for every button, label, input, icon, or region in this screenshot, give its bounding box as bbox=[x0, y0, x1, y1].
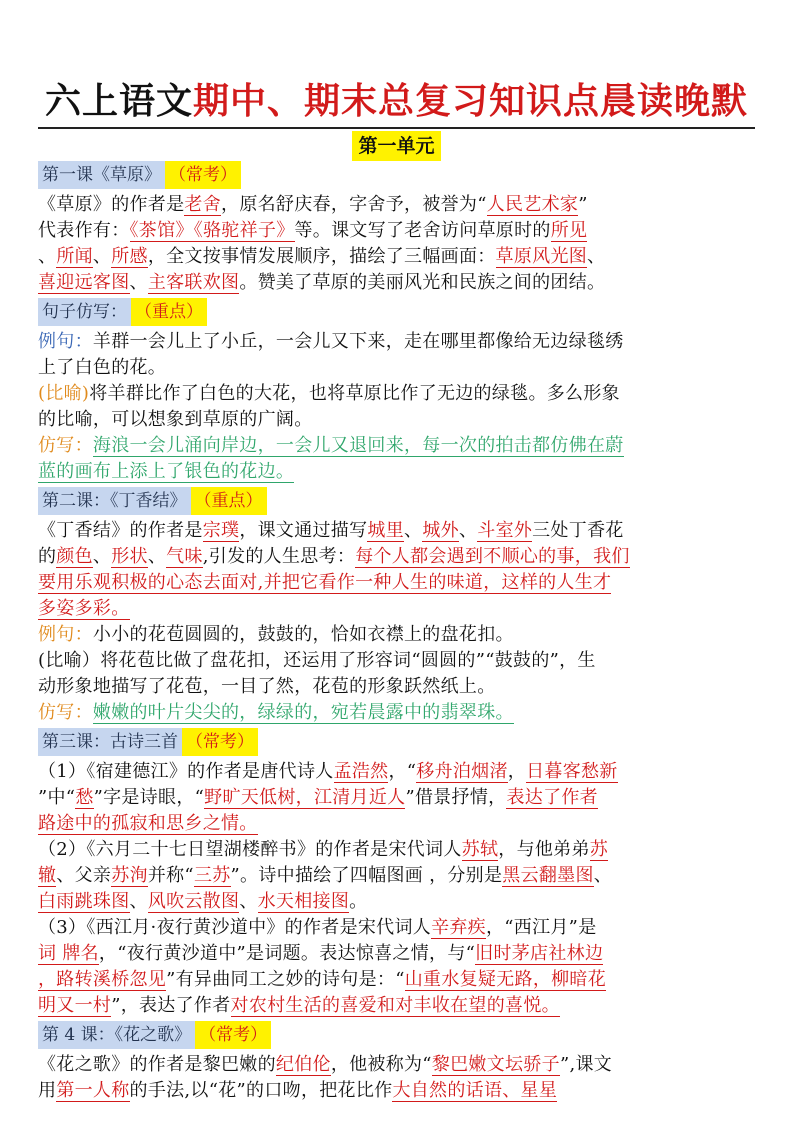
text: （1）《宿建德江》的作者是唐代诗人 bbox=[38, 761, 334, 782]
lesson-2-line-2 bbox=[38, 544, 755, 570]
text: 、父亲 bbox=[56, 865, 112, 886]
lesson-4-tag: （常考） bbox=[195, 1021, 271, 1049]
text: 用 bbox=[38, 1080, 57, 1101]
sentence-imitation-tag: （重点） bbox=[131, 298, 207, 326]
text: 代表作有： bbox=[38, 220, 130, 241]
text: ，“夜行黄沙道中”是词题。表达惊喜之情，与“ bbox=[98, 943, 476, 964]
lesson-3-title: 第三课：古诗三首 bbox=[38, 728, 182, 756]
key-term: 苏轼 bbox=[461, 839, 499, 860]
key-term: 城里 bbox=[367, 520, 405, 541]
key-term: 辙 bbox=[38, 865, 57, 886]
key-term: 人民艺术家 bbox=[486, 194, 579, 215]
key-term: 气味 bbox=[166, 546, 203, 567]
key-term: 水天相接图 bbox=[257, 891, 350, 912]
text: 、 bbox=[239, 891, 258, 912]
title-red-part: 期中、期末总复习知识点晨读晚默 bbox=[193, 80, 749, 122]
key-term: 移舟泊烟渚 bbox=[416, 761, 508, 782]
key-term: 白雨跳珠图 bbox=[38, 891, 130, 912]
text: （3）《西江月·夜行黄沙道中》的作者是宋代词人 bbox=[38, 917, 432, 938]
lesson-2-line-3 bbox=[38, 570, 755, 596]
lesson-3-line-8 bbox=[38, 941, 755, 967]
key-term: 明又一村 bbox=[38, 995, 112, 1016]
lesson-3-tag: （常考） bbox=[182, 728, 258, 756]
text: 、 bbox=[92, 246, 112, 267]
key-term: 第一人称 bbox=[56, 1080, 130, 1101]
lesson-2-title: 第二课：《丁香结》 bbox=[38, 487, 191, 515]
text: 。 bbox=[349, 891, 368, 912]
key-term: 斗室外 bbox=[477, 520, 533, 541]
key-term: 要用乐观积极的心态去面对,并把它看作一种人生的味道，这样的人生才 bbox=[38, 572, 612, 593]
text: (比喻）将花苞比做了盘花扣，还运用了形容词“圆圆的”“鼓鼓的”，生 bbox=[38, 650, 596, 671]
lesson-2-tag: （重点） bbox=[191, 487, 267, 515]
sentence-imitation-header bbox=[38, 297, 755, 327]
key-term: 路途中的孤寂和思乡之情。 bbox=[38, 813, 258, 834]
text: ，“西江月”是 bbox=[485, 917, 597, 938]
lesson-1-tag: （常考） bbox=[165, 161, 241, 189]
lesson-2-line-4 bbox=[38, 596, 755, 622]
imitation-line-2 bbox=[38, 459, 755, 485]
lesson-3-line-4 bbox=[38, 837, 755, 863]
key-term: 孟浩然 bbox=[333, 761, 389, 782]
example-sentence-line-1 bbox=[38, 329, 755, 355]
text: 上了白色的花。 bbox=[38, 357, 167, 378]
key-term: 苏 bbox=[589, 839, 609, 860]
key-term: 愁 bbox=[75, 787, 94, 808]
text: 、 bbox=[593, 865, 613, 886]
unit-label: 第一单元 bbox=[352, 131, 440, 161]
key-term: 宗璞 bbox=[202, 520, 240, 541]
lesson-2-simile-line-2 bbox=[38, 674, 755, 700]
text: ，“ bbox=[388, 761, 417, 782]
key-term: 老舍 bbox=[184, 194, 222, 215]
key-term: 《茶馆》《骆驼祥子》 bbox=[129, 220, 295, 241]
key-term: 所感 bbox=[111, 246, 148, 267]
key-term: 草原风光图 bbox=[495, 246, 588, 267]
key-term: 所见 bbox=[550, 220, 588, 241]
lesson-3-line-3 bbox=[38, 811, 755, 837]
lesson-1-title: 第一课《草原》 bbox=[38, 161, 165, 189]
key-term: 旧时茅店社林边 bbox=[475, 943, 604, 964]
title-divider bbox=[38, 127, 755, 129]
key-term: 三苏 bbox=[193, 865, 231, 886]
text: （2）《六月二十七日望湖楼醉书》的作者是宋代词人 bbox=[38, 839, 462, 860]
page-title bbox=[38, 76, 755, 126]
key-term: 大自然的话语、星星 bbox=[392, 1080, 558, 1101]
simile-line-2 bbox=[38, 407, 755, 433]
example-label: 例句： bbox=[38, 624, 93, 645]
text: ”有异曲同工之妙的诗句是：“ bbox=[166, 969, 405, 990]
text: 的手法,以“花”的口吻，把花比作 bbox=[129, 1080, 393, 1101]
key-term: 喜迎远客图 bbox=[38, 272, 130, 293]
example-sentence-line-2 bbox=[38, 355, 755, 381]
lesson-1-line-1 bbox=[38, 192, 755, 218]
key-term: 风吹云散图 bbox=[147, 891, 240, 912]
text: ”,课文 bbox=[559, 1054, 613, 1075]
lesson-2-example bbox=[38, 622, 755, 648]
text: 、 bbox=[129, 272, 148, 293]
unit-heading bbox=[0, 131, 793, 161]
key-term: 主客联欢图 bbox=[147, 272, 240, 293]
lesson-2-simile-line-1 bbox=[38, 648, 755, 674]
imitation-line-1 bbox=[38, 433, 755, 459]
text: ， bbox=[507, 761, 527, 782]
key-term: 多姿多彩。 bbox=[38, 598, 130, 619]
simile-line-1 bbox=[38, 381, 755, 407]
sentence-imitation-title: 句子仿写： bbox=[38, 298, 131, 326]
text: 三处丁香花 bbox=[532, 520, 624, 541]
lesson-3-header bbox=[38, 727, 755, 757]
lesson-3-line-2 bbox=[38, 785, 755, 811]
text: 动形象地描写了花苞，一目了然，花苞的形象跃然纸上。 bbox=[38, 676, 496, 697]
lesson-1-header bbox=[38, 160, 755, 190]
text: ，全文按事情发展顺序，描绘了三幅画面： bbox=[147, 246, 496, 267]
key-term: 形状 bbox=[111, 546, 148, 567]
title-black-part: 六上语文 bbox=[44, 80, 193, 122]
text: ，课文通过描写 bbox=[239, 520, 368, 541]
text: 、 bbox=[458, 520, 478, 541]
key-term: 纪伯伦 bbox=[275, 1054, 331, 1075]
text: 等。课文写了老舍访问草原时的 bbox=[294, 220, 551, 241]
text: ”中“ bbox=[38, 787, 76, 808]
lesson-1-line-2 bbox=[38, 218, 755, 244]
key-term: 对农村生活的喜爱和对丰收在望的喜悦。 bbox=[230, 995, 560, 1016]
text: ，原名舒庆春，字舍予，被誉为“ bbox=[221, 194, 487, 215]
text: 、 bbox=[147, 546, 167, 567]
text: 《花之歌》的作者是黎巴嫩的 bbox=[38, 1054, 276, 1075]
lesson-2-imitation bbox=[38, 700, 755, 726]
text: 、 bbox=[587, 246, 606, 267]
key-term: 山重水复疑无路，柳暗花 bbox=[404, 969, 607, 990]
text: 。赞美了草原的美丽风光和民族之间的团结。 bbox=[239, 272, 606, 293]
text: 羊群一会儿上了小丘，一会儿又下来，走在哪里都像给无边绿毯绣 bbox=[92, 331, 624, 352]
content bbox=[38, 159, 755, 1104]
text: ” bbox=[578, 194, 588, 215]
lesson-3-line-7 bbox=[38, 915, 755, 941]
text: 并称“ bbox=[147, 865, 194, 886]
lesson-1-line-4 bbox=[38, 270, 755, 296]
key-term: 苏洵 bbox=[111, 865, 148, 886]
imitation-text: 海浪一会儿涌向岸边，一会儿又退回来，每一次的拍击都仿佛在蔚 bbox=[92, 435, 624, 456]
text: ”借景抒情， bbox=[405, 787, 507, 808]
text: ,引发的人生思考： bbox=[202, 546, 356, 567]
key-term: 日暮客愁新 bbox=[526, 761, 618, 782]
text: 的比喻，可以想象到草原的广阔。 bbox=[38, 409, 313, 430]
key-term: 词 牌名 bbox=[38, 943, 99, 964]
text: 、 bbox=[129, 891, 148, 912]
key-term: ，路转溪桥忽见 bbox=[38, 969, 167, 990]
key-term: 表达了作者 bbox=[506, 787, 598, 808]
simile-label: (比喻) bbox=[38, 383, 90, 404]
text: ”，表达了作者 bbox=[111, 995, 231, 1016]
lesson-3-line-1 bbox=[38, 759, 755, 785]
imitation-text: 蓝的画布上添上了银色的花边。 bbox=[38, 461, 295, 482]
lesson-3-line-10 bbox=[38, 993, 755, 1019]
key-term: 黑云翻墨图 bbox=[502, 865, 594, 886]
imitation-text: 嫩嫩的叶片尖尖的，绿绿的，宛若晨露中的翡翠珠。 bbox=[92, 702, 514, 723]
key-term: 辛弃疾 bbox=[431, 917, 486, 938]
lesson-2-header bbox=[38, 486, 755, 516]
text: ”。诗中描绘了四幅图画 ，分别是 bbox=[230, 865, 503, 886]
lesson-3-line-6 bbox=[38, 889, 755, 915]
text: ，与他弟弟 bbox=[498, 839, 590, 860]
text: 《草原》的作者是 bbox=[38, 194, 185, 215]
lesson-2-line-1 bbox=[38, 518, 755, 544]
example-label: 例句： bbox=[38, 331, 93, 352]
key-term: 颜色 bbox=[56, 546, 93, 567]
lesson-4-line-1 bbox=[38, 1052, 755, 1078]
imitation-label: 仿写： bbox=[38, 435, 93, 456]
key-term: 每个人都会遇到不顺心的事，我们 bbox=[355, 546, 630, 567]
text: 将羊群比作了白色的大花，也将草原比作了无边的绿毯。多么形象 bbox=[89, 383, 620, 404]
lesson-4-line-2 bbox=[38, 1078, 755, 1104]
key-term: 野旷天低树，江清月近人 bbox=[204, 787, 406, 808]
lesson-4-header bbox=[38, 1020, 755, 1050]
lesson-3-line-5 bbox=[38, 863, 755, 889]
imitation-label: 仿写： bbox=[38, 702, 93, 723]
text: ，他被称为“ bbox=[330, 1054, 432, 1075]
lesson-3-line-9 bbox=[38, 967, 755, 993]
text: 、 bbox=[404, 520, 423, 541]
lesson-4-title: 第 4 课：《花之歌》 bbox=[38, 1021, 195, 1049]
text: ”字是诗眼，“ bbox=[93, 787, 205, 808]
lesson-1-line-3 bbox=[38, 244, 755, 270]
text: 、 bbox=[92, 546, 112, 567]
key-term: 所闻 bbox=[56, 246, 93, 267]
text: 、 bbox=[38, 246, 57, 267]
key-term: 城外 bbox=[422, 520, 459, 541]
text: 的 bbox=[38, 546, 57, 567]
text: 《丁香结》的作者是 bbox=[38, 520, 203, 541]
text: 小小的花苞圆圆的，鼓鼓的，恰如衣襟上的盘花扣。 bbox=[92, 624, 514, 645]
key-term: 黎巴嫩文坛骄子 bbox=[431, 1054, 560, 1075]
